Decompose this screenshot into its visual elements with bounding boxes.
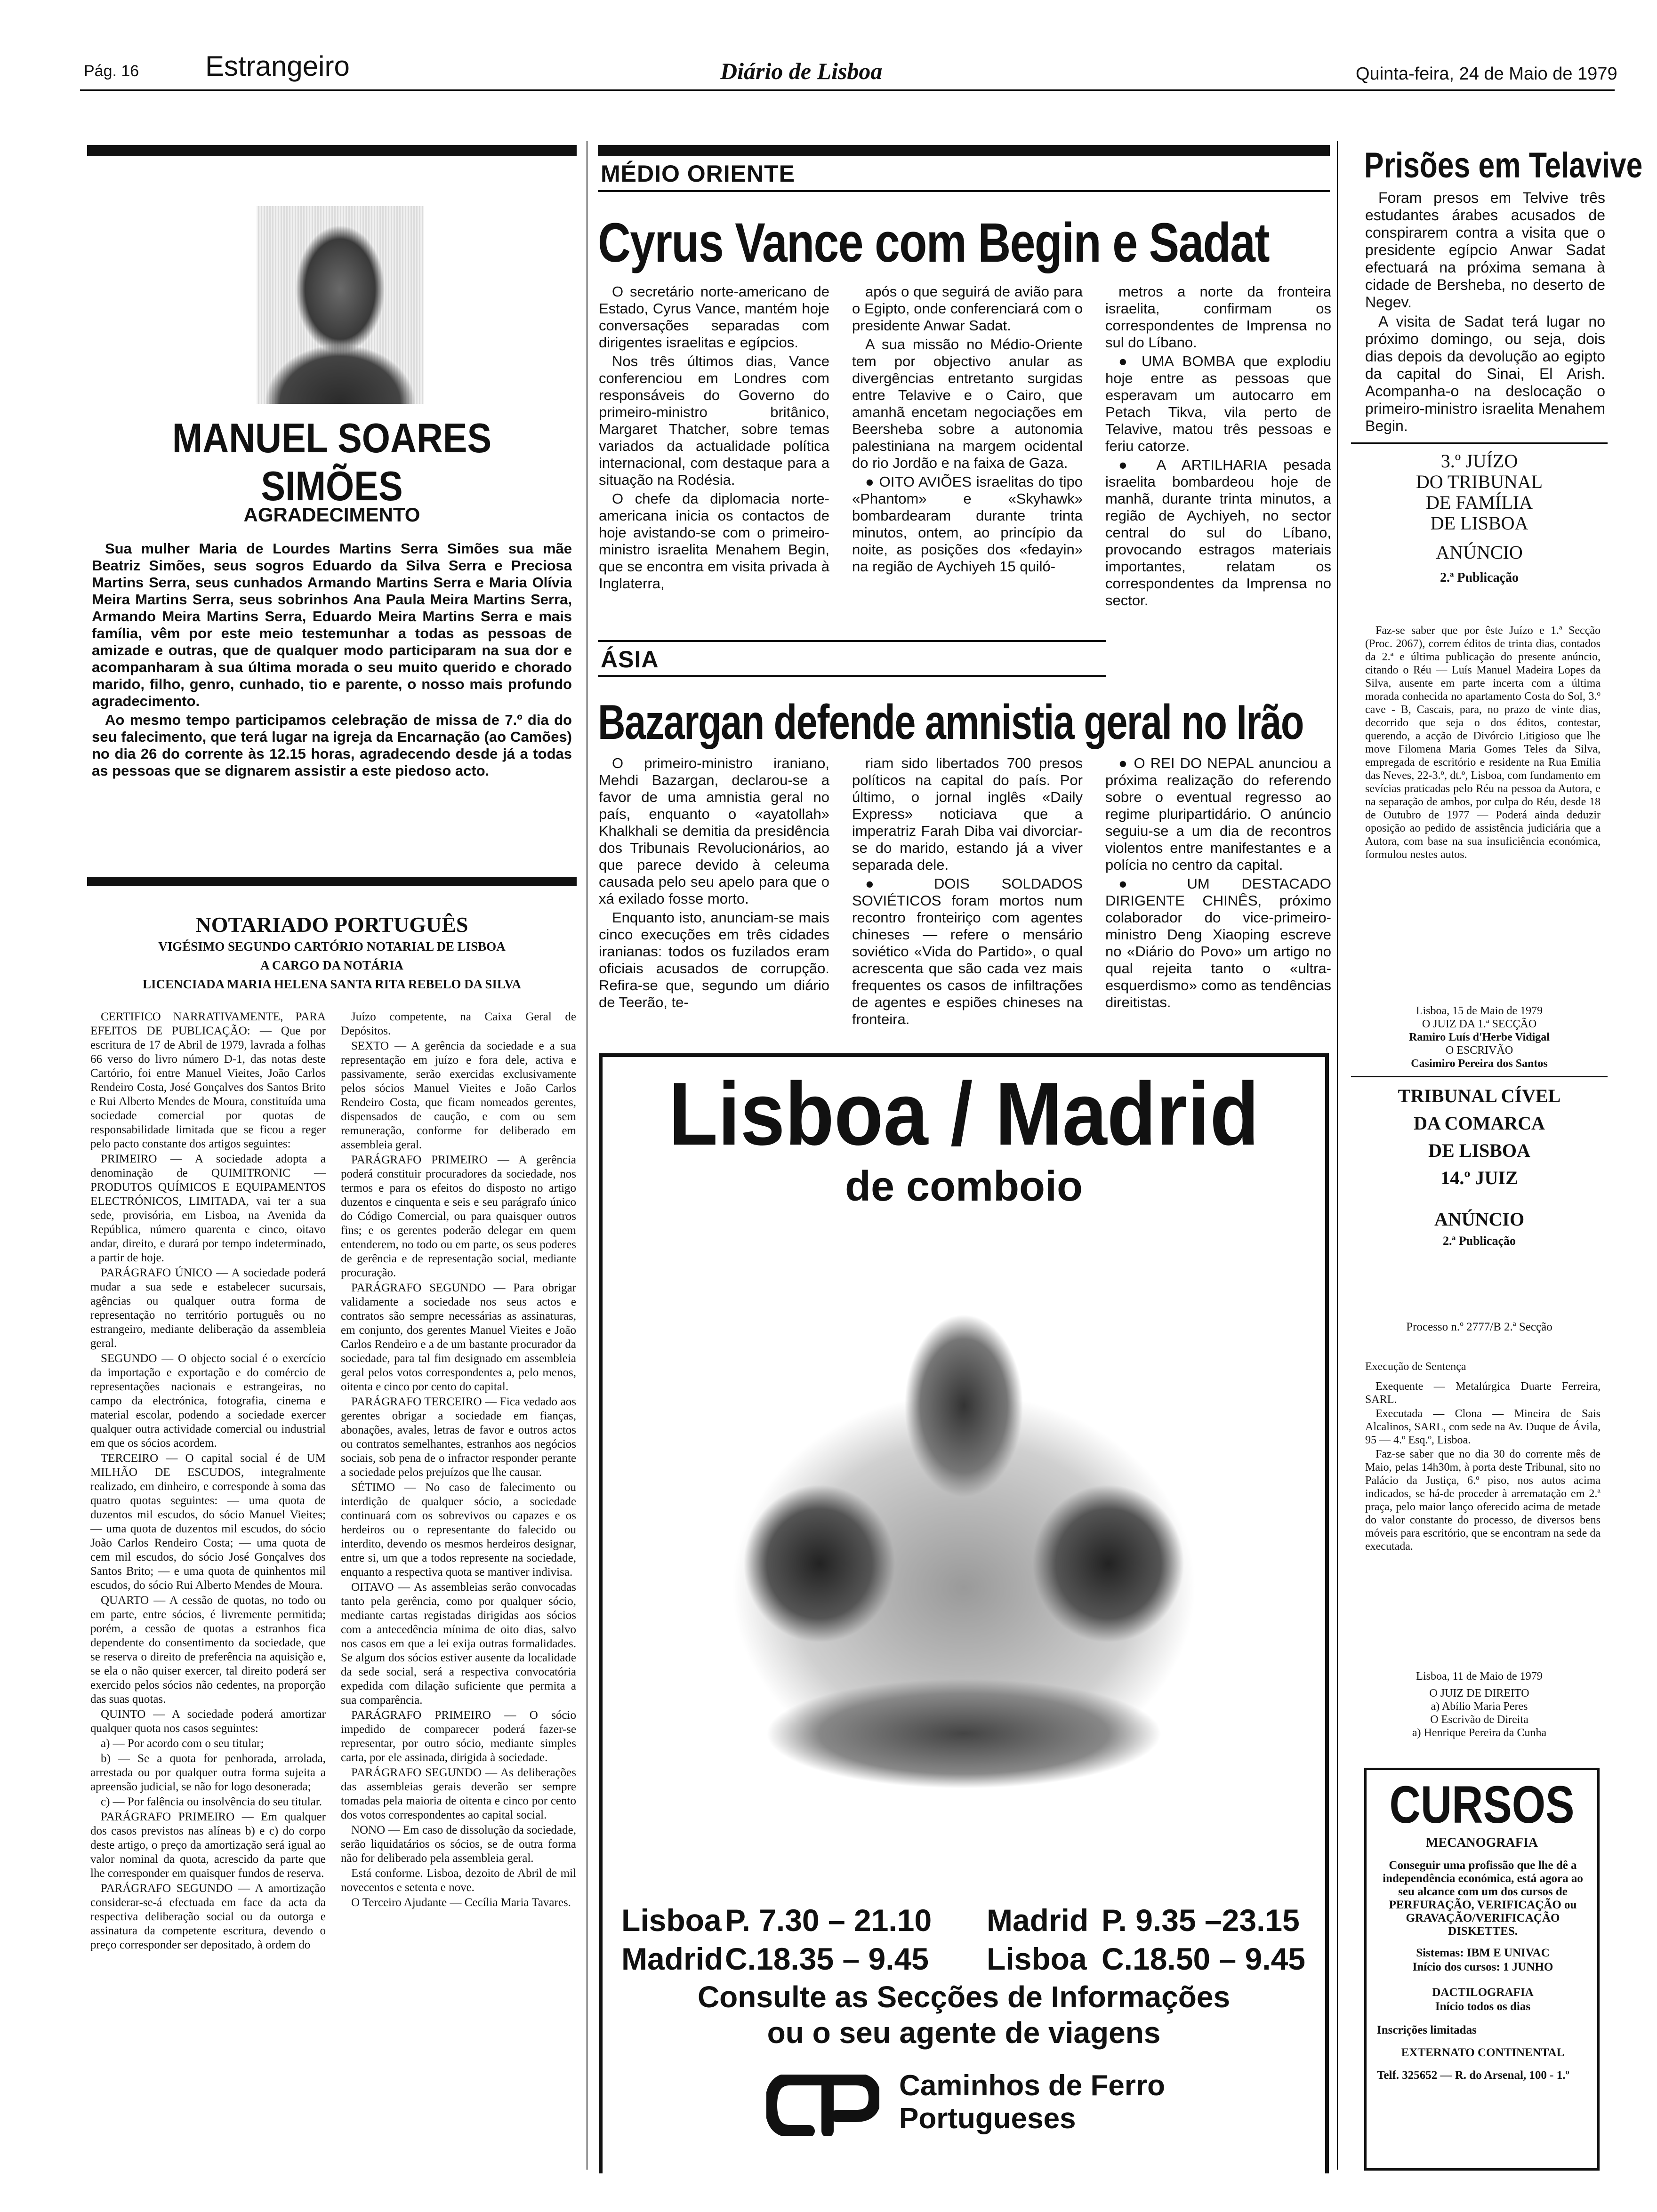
section-underline: [598, 190, 1330, 192]
court-notice-title: [1351, 1082, 1608, 1249]
section-underline: [598, 675, 1106, 677]
notary-paragraph: a) — Por acordo com o seu titular;: [101, 1737, 264, 1750]
ad-schedule-city: Lisboa: [987, 1941, 1087, 1976]
signature-line: Lisboa, 15 de Maio de 1979: [1416, 1005, 1543, 1017]
issue-date: Quinta-feira, 24 de Maio de 1979: [1356, 64, 1617, 84]
notary-paragraph: NONO — Em caso de dissolução da sociedade, serão liquidatários os sócios, se de outra forma não for deliberado pela assembleia geral.: [341, 1824, 576, 1865]
court-title-line: DE LISBOA: [1430, 513, 1528, 534]
notary-paragraph: PARÁGRAFO PRIMEIRO — O sócio impedido de comparecer poderá fazer-se representar, por outro sócio, mediante simples carta, por ele assinada, dirigida à sociedade.: [341, 1709, 576, 1764]
article-column: [599, 755, 829, 1061]
court-title-line: TRIBUNAL CÍVEL: [1398, 1085, 1561, 1106]
section-bar: [598, 145, 1330, 156]
notary-subtitle: VIGÉSIMO SEGUNDO CARTÓRIO NOTARIAL DE LISBOA: [158, 939, 506, 954]
ad-schedule-times: P. 9.35 –23.15: [1102, 1903, 1300, 1938]
court-title-line: ANÚNCIO: [1436, 542, 1523, 563]
notary-paragraph: QUARTO — A cessão de quotas, no todo ou em parte, entre sócios, é livremente permitida; porém, a cessão de quotas a estranhos fica dependente do consentimento da sociedade, que se reserva o direito de preferência na aquisição e, se ela o não quiser exercer, tal direito poderá ser exercido pelos sócios não cedentes, na proporção das suas quotas.: [90, 1594, 326, 1706]
notary-paragraph: Está conforme. Lisboa, dezoito de Abril de mil novecentos e setenta e nove.: [341, 1867, 576, 1894]
obituary-name: MANUEL SOARES SIMÕES: [172, 415, 492, 509]
court-signatures: [1351, 1670, 1608, 1739]
signature-line: O ESCRIVÃO: [1445, 1044, 1513, 1057]
court-paragraph: Faz-se saber que no dia 30 do corrente mês de Maio, pelas 14h30m, à porta deste Tribunal, sito no Palácio da Justiça, 6.º piso, nos autos acima indicados, se há-de proceder à arrematação em 2.ª praça, pelo maior lanço oferecido acima de metade do valor constante do processo, de diversos bens móveis para escritório, que se encontram na sede da executada.: [1365, 1448, 1601, 1553]
court-paragraph: Exequente — Metalúrgica Duarte Ferreira, SARL.: [1365, 1380, 1601, 1406]
article-prisoes: [1365, 189, 1605, 434]
article-paragraph: A sua missão no Médio-Oriente tem por objectivo anular as divergências entretanto surgidas entre Telavive e o Cairo, que amanhã encetam negociações em Beersheba sobre a autonomia palestiniana na margem ocidental do rio Jordão e na faixa de Gaza.: [852, 336, 1083, 471]
notary-paragraph: PARÁGRAFO ÚNICO — A sociedade poderá mudar a sua sede e estabelecer sucursais, agências ou qualquer outra forma de representação no território português ou no estrangeiro, mediante deliberação da assembleia geral.: [90, 1266, 326, 1350]
obituary-heading: AGRADECIMENTO: [243, 504, 420, 526]
article-paragraph: O primeiro-ministro iraniano, Mehdi Bazargan, declarou-se a favor de uma amnistia geral no país, enquanto o «ayatollah» Khalkhali se demitia da presidência dos Tribunais Revolucionários, ao que parece devido à celeuma causada pelo seu apelo para que o xá exilado fosse morto.: [599, 755, 829, 907]
signature-line: O JUIZ DE DIREITO: [1429, 1687, 1529, 1699]
article-paragraph: após o que seguirá de avião para o Egipto, onde conferenciará com o presidente Anwar Sadat.: [852, 283, 1083, 334]
cursos-paragraph: DACTILOGRAFIA: [1432, 1986, 1534, 1999]
notary-subtitle: LICENCIADA MARIA HELENA SANTA RITA REBELO DA SILVA: [143, 977, 521, 991]
notary-paragraph: c) — Por falência ou insolvência do seu titular.: [101, 1795, 322, 1808]
notary-paragraph: O Terceiro Ajudante — Cecília Maria Tavares.: [351, 1896, 571, 1909]
article-paragraph: Foram presos em Telvive três estudantes árabes acusados de conspirarem contra a visita que o presidente egípcio Anwar Sadat efectuará na próxima semana à cidade de Bersheba, no deserto de Negev.: [1365, 189, 1605, 311]
signature-line: a) Henrique Pereira da Cunha: [1412, 1727, 1547, 1739]
page-number: Pág. 16: [84, 62, 139, 80]
ad-schedule-times: P. 7.30 – 21.10: [725, 1903, 932, 1938]
notary-paragraph: QUINTO — A sociedade poderá amortizar qualquer quota nos casos seguintes:: [90, 1708, 326, 1735]
article-paragraph: Enquanto isto, anunciam-se mais cinco execuções em três cidades iranianas: todos os fuzilados eram oficiais acusados de corrupção. Refira-se que, segundo um diário de Teerão, te-: [599, 909, 829, 1010]
notary-subtitle: A CARGO DA NOTÁRIA: [260, 958, 403, 972]
court-title-line: 14.º JUIZ: [1440, 1167, 1518, 1188]
article-paragraph: ● UM DESTACADO DIRIGENTE CHINÊS, próximo colaborador do vice-primeiro-ministro Deng Xiaoping escreve no «Diário do Povo» um artigo no qual rejeita tanto o «ultra-esquerdismo» como as tendências direitistas.: [1105, 875, 1331, 1011]
cursos-body: [1377, 1859, 1589, 2170]
article-paragraph: metros a norte da fronteira israelita, confirmam os correspondentes de Imprensa no sul do Líbano.: [1105, 283, 1331, 351]
section-rule: [1351, 442, 1608, 444]
notary-paragraph: PRIMEIRO — A sociedade adopta a denominação de QUIMITRONIC — PRODUTOS QUÍMICOS E EQUIPAMENTOS ELECTRÓNICOS, LIMITADA, vai ter a sua sede, provisória, em Lisboa, na Avenida da República, número quarenta e cinco, oitavo andar, direito, e durará por tempo indeterminado, a partir de hoje.: [90, 1153, 326, 1264]
ad-schedule-city: Lisboa: [621, 1903, 722, 1938]
cursos-paragraph: Telf. 325652 — R. do Arsenal, 100 - 1.º: [1377, 2069, 1569, 2082]
ad-schedule-times: C.18.35 – 9.45: [725, 1941, 929, 1976]
notary-paragraph: CERTIFICO NARRATIVAMENTE, PARA EFEITOS DE PUBLICAÇÃO: — Que por escritura de 17 de Abril de 1979, lavrada a folhas 66 verso do livro número D-1, das notas deste Cartório, foi entre Manuel Vieites, João Carlos Rendeiro Costa, José Gonçalves dos Santos Brito e Rui Alberto Mendes de Moura, constituída uma sociedade comercial por quotas de responsabilidade limitada que se ficou a reger pelo pacto constante dos artigos seguintes:: [90, 1010, 326, 1150]
signature-line: O Escrivão de Direita: [1430, 1714, 1528, 1726]
publication-label: 2.ª Publicação: [1442, 1234, 1516, 1248]
notary-paragraph: b) — Se a quota for penhorada, arrolada, arrestada ou por qualquer outra forma sujeita a apreensão judicial, se não for logo desonerada;: [90, 1752, 326, 1793]
section-rule: [1351, 1076, 1608, 1077]
headline-vance: Cyrus Vance com Begin e Sadat: [598, 212, 1269, 274]
obituary-paragraph: Sua mulher Maria de Lourdes Martins Serra Simões sua mãe Beatriz Simões, seus sogros Eduardo da Silva Serra e Preciosa Martins Serra, seus cunhados Armando Martins Serra e Maria Olívia Meira Martins Serra, seus sobrinhos Ana Paula Meira Martins Serra, Armando Meira Martins Serra, Eduardo Meira Martins Serra e mais família, vêm por este meio testemunhar a todas as pessoas de amizade e outras, que de qualquer modo participaram na sua dor e acompanharam à sua última morada o seu muito querido e chorado marido, filho, genro, cunhado, tio e parente, o nosso mais profundo agradecimento.: [92, 540, 572, 709]
notary-column-1: [90, 1010, 326, 2172]
notary-paragraph: PARÁGRAFO PRIMEIRO — Em qualquer dos casos previstos nas alíneas b) e c) do corpo deste artigo, o preço da amortização será igual ao valor nominal da quota, acrescido da parte que lhe corresponder em quaisquer fundos de reserva.: [90, 1811, 326, 1880]
section-bar: [598, 640, 1106, 642]
court-signatures: [1351, 1004, 1608, 1070]
ad-subtitle: de comboio: [845, 1163, 1083, 1210]
article-paragraph: O secretário norte-americano de Estado, Cyrus Vance, mantém hoje conversações separadas com dirigentes israelitas e egípcios.: [599, 283, 829, 351]
cibeles-fountain-illustration: [635, 1224, 1292, 1831]
ad-brand: Caminhos de Ferro: [899, 2069, 1165, 2102]
notary-paragraph: TERCEIRO — O capital social é de UM MILHÃO DE ESCUDOS, integralmente realizado, em dinheiro, e corresponde à soma das quatro quotas seguintes: — uma quota de duzentos mil escudos, do sócio Manuel Vieites; — uma quota de duzentos mil escudos, do sócio João Carlos Rendeiro Costa; — uma quota de cem mil escudos, do sócio José Gonçalves dos Santos Brito; — e uma quota de quinhentos mil escudos, do sócio Rui Alberto Mendes de Moura.: [90, 1452, 326, 1592]
article-paragraph: O chefe da diplomacia norte-americana inicia os contactos de hoje avistando-se com o primeiro-ministro israelita Menahem Begin, que se encontra em visita privada à Inglaterra,: [599, 490, 829, 592]
publication-label: 2.ª Publicação: [1440, 570, 1519, 585]
signature-line: Ramiro Luís d'Herbe Vidigal: [1409, 1031, 1550, 1043]
section-name: Estrangeiro: [205, 50, 350, 82]
ad-call-to-action: ou o seu agente de viagens: [767, 2016, 1161, 2050]
article-paragraph: ● A ARTILHARIA pesada israelita bombardeou hoje de manhã, durante trinta minutos, a região de Aychiyeh, no sector central do sul do Líbano, provocando estragos materiais importantes, relatam os correspondentes da Imprensa no sector.: [1105, 457, 1331, 609]
court-paragraph: Faz-se saber que por êste Juízo e 1.ª Secção (Proc. 2067), correm éditos de trinta dias, contados da 2.ª e última publicação do presente anúncio, citando o Réu — Luís Manuel Madeira Lopes da Silva, ausente em parte incerta com a última morada conhecida no apartamento Costa do Sol, 3.º cave - B, Cascais, para, no prazo de vinte dias, decorrido que seja o dos éditos, contestar, querendo, a acção de Divórcio Litigioso que lhe move Filomena Maria Gomes Teles da Silva, empregada de escritório e residente na Rua Emília das Neves, 22-3.º, dt.º, Lisboa, com fundamento em sevícias praticadas pelo Réu na pessoa da Autora, e na separação de ambos, por culpa do Réu, desde 18 de Outubro de 1977 — Poderá ainda deduzir oposição ao pedido de assistência judiciária que a Autora, com base na sua insuficiência económica, formulou nestes autos.: [1365, 625, 1601, 861]
court-paragraph: Execução de Sentença: [1365, 1361, 1466, 1373]
obituary-text: [92, 540, 572, 842]
signature-line: Casimiro Pereira dos Santos: [1411, 1058, 1548, 1070]
notary-paragraph: PARÁGRAFO SEGUNDO — Para obrigar validamente a sociedade nos seus actos e contratos são sempre necessárias as assinaturas, em conjunto, dos gerentes Manuel Vieites e João Carlos Rendeiro e a de um bastante procurador da sociedade, para tal fim designado em assembleia geral pelos votos correspondentes a, pelo menos, oitenta e cinco por cento do capital.: [341, 1282, 576, 1393]
notary-paragraph: PARÁGRAFO SEGUNDO — As deliberações das assembleias gerais deverão ser sempre tomadas pela maioria de oitenta e cinco por cento dos votos correspondentes ao capital social.: [341, 1766, 576, 1821]
obituary-bottom-bar: [87, 877, 577, 886]
ad-schedule-city: Madrid: [621, 1941, 724, 1976]
notary-paragraph: SÉTIMO — No caso de falecimento ou interdição de qualquer sócio, a sociedade continuará com os sobrevivos ou capazes e os herdeiros ou o representante do falecido ou interdito, devendo os mesmos herdeiros designar, entre si, um que a todos represente na sociedade, enquanto a respectiva quota se mantiver indivisa.: [341, 1481, 576, 1579]
signature-line: O JUIZ DA 1.ª SECÇÃO: [1422, 1018, 1537, 1030]
court-notice-body: [1365, 1360, 1601, 1671]
court-title-line: DO TRIBUNAL: [1416, 471, 1543, 492]
ad-schedule-times: C.18.50 – 9.45: [1102, 1941, 1305, 1976]
column-divider: [1337, 141, 1338, 2170]
notary-paragraph: SEXTO — A gerência da sociedade e a sua representação em juízo e fora dele, activa e passivamente, serão exercidas exclusivamente pelos sócios Manuel Vieites e João Carlos Rendeiro Costa, que ficam nomeados gerentes, dispensados de caução, e com ou sem remuneração, conforme for deliberado em assembleia geral.: [341, 1040, 576, 1151]
article-column: [1105, 283, 1331, 622]
court-notice-body: [1365, 624, 1601, 986]
article-paragraph: ● DOIS SOLDADOS SOVIÉTICOS foram mortos num recontro fronteiriço com agentes chineses — refere o mensário soviético «Vida do Partido», o qual acrescenta que são cada vez mais frequentes os casos de infiltrações de agentes e espiões chineses na fronteira.: [852, 875, 1083, 1028]
notary-paragraph: PARÁGRAFO TERCEIRO — Fica vedado aos gerentes obrigar a sociedade em fianças, abonações, avales, letras de favor e outros actos ou contratos semelhantes, estranhos aos negócios sociais, sob pena de o infractor responder perante a sociedade pelos prejuízos que lhe causar.: [341, 1395, 576, 1479]
obituary-top-bar: [87, 145, 577, 156]
court-title-line: 3.º JUÍZO: [1440, 450, 1518, 472]
notary-paragraph: PARÁGRAFO PRIMEIRO — A gerência poderá constituir procuradores da sociedade, nos termos e para os efeitos do disposto no artigo duzentos e cinquenta e seis e seu parágrafo único do Código Comercial, ou para quaisquer outros fins; e os gerentes poderão delegar em quem entenderem, no todo ou em parte, os seus poderes de gerência e de representação social, mediante procuração.: [341, 1154, 576, 1279]
cursos-paragraph: Sistemas: IBM E UNIVAC: [1416, 1947, 1550, 1959]
cursos-paragraph: Inscrições limitadas: [1377, 2024, 1477, 2036]
article-paragraph: ● OITO AVIÕES israelitas do tipo «Phantom» e «Skyhawk» bombardearam durante trinta minutos, ontem, ao princípio da noite, as posições dos «fedayin» na região de Aychiyeh 15 quiló-: [852, 473, 1083, 575]
notary-title: NOTARIADO PORTUGUÊS: [195, 913, 468, 937]
court-title-line: DE LISBOA: [1428, 1140, 1530, 1161]
article-column: [599, 283, 829, 613]
article-paragraph: Nos três últimos dias, Vance conferenciou em Londres com responsáveis do Governo do primeiro-ministro britânico, Margaret Thatcher, sobre temas variados da actualidade política internacional, com destaque para a situação na Rodésia.: [599, 353, 829, 488]
notary-paragraph: SEGUNDO — O objecto social é o exercício da importação e exportação e do comércio de representações nacionais e estrangeiras, no campo da electrónica, fotografia, cinema e material escolar, podendo a sociedade exercer qualquer outra actividade comercial ou industrial em que os sócios acordem.: [90, 1352, 326, 1450]
court-title-line: DE FAMÍLIA: [1425, 492, 1533, 513]
cursos-paragraph: EXTERNATO CONTINENTAL: [1401, 2046, 1565, 2059]
obituary-paragraph: Ao mesmo tempo participamos celebração de missa de 7.º dia do seu falecimento, que terá lugar na igreja da Encarnação (ao Camões) no dia 26 do corrente às 12.15 horas, agradecendo desde já a todas as pessoas que se dignarem assistir a este piedoso acto.: [92, 712, 572, 779]
cursos-paragraph: Início todos os dias: [1435, 2000, 1531, 2013]
cursos-paragraph: Conseguir uma profissão que lhe dê a independência económica, está agora ao seu alcance com um dos cursos de PERFURAÇÃO, VERIFICAÇÃO ou GRAVAÇÃO/VERIFICAÇÃO DISKETTES.: [1383, 1859, 1583, 1938]
cursos-title: CURSOS: [1389, 1775, 1575, 1834]
article-paragraph: ● UMA BOMBA que explodiu hoje entre as pessoas que esperavam um autocarro em Petach Tikva, vila perto de Telavive, matou três pessoas e feriu catorze.: [1105, 353, 1331, 455]
masthead: Diário de Lisboa: [720, 58, 883, 84]
article-paragraph: A visita de Sadat terá lugar no próximo domingo, ou seja, dois dias depois da devolução ao egipto da capital do Sinai, El Arish. Acompanha-o na deslocação o primeiro-ministro israelita Menahem Begin.: [1365, 313, 1605, 434]
court-notice-title: [1351, 451, 1608, 588]
section-label-middle-east: MÉDIO ORIENTE: [601, 160, 796, 187]
notary-paragraph: PARÁGRAFO SEGUNDO — A amortização considerar-se-á efectuada em face da acta da respectiva deliberação social ou da outorga e assinatura da competente escritura, devendo o preço corresponder ser depositado, à ordem do: [90, 1882, 326, 1951]
notary-paragraph: OITAVO — As assembleias serão convocadas tanto pela gerência, como por qualquer sócio, mediante cartas registadas dirigidas aos sócios com a antecedência mínima de oito dias, salvo nos casos em que a lei exija outras formalidades. Se algum dos sócios estiver ausente da localidade da sede social, será a respectiva convocatória expedida com dilação suficiente que permita a sua comparência.: [341, 1581, 576, 1707]
notary-paragraph: Juízo competente, na Caixa Geral de Depósitos.: [341, 1010, 576, 1037]
cursos-subtitle: MECANOGRAFIA: [1426, 1835, 1538, 1850]
court-paragraph: Executada — Clona — Mineira de Sais Alcalinos, SARL, com sede na Av. Duque de Ávila, 95 — 4.º Esq.º, Lisboa.: [1365, 1408, 1601, 1446]
article-column: [852, 283, 1083, 613]
signature-line: Lisboa, 11 de Maio de 1979: [1416, 1670, 1543, 1683]
article-paragraph: riam sido libertados 700 presos políticos na capital do país. Por último, o jornal inglês «Daily Express» noticiava que a imperatriz Farah Diba vai divorciar-se do marido, estando já a viver separada dele.: [852, 755, 1083, 873]
ad-title: Lisboa / Madrid: [668, 1064, 1259, 1164]
ad-brand: Portugueses: [899, 2102, 1076, 2135]
court-title-line: DA COMARCA: [1414, 1113, 1545, 1134]
article-column: [1105, 755, 1331, 1061]
article-column: [852, 755, 1083, 1061]
header-rule: [80, 89, 1615, 91]
ad-call-to-action: Consulte as Secções de Informações: [697, 1980, 1231, 2014]
headline-bazargan: Bazargan defende amnistia geral no Irão: [598, 695, 1303, 750]
ad-schedule-city: Madrid: [987, 1903, 1089, 1938]
court-title-line: ANÚNCIO: [1434, 1209, 1525, 1230]
signature-line: a) Abílio Maria Peres: [1431, 1700, 1528, 1713]
cursos-paragraph: Início dos cursos: 1 JUNHO: [1412, 1961, 1553, 1973]
headline-prisoes: Prisões em Telavive: [1364, 145, 1643, 185]
process-number: Processo n.º 2777/B 2.ª Secção: [1406, 1321, 1552, 1333]
article-paragraph: ● O REI DO NEPAL anunciou a próxima realização do referendo sobre o eventual regresso ao regime pluripartidário. O anúncio seguiu-se a um dia de recontros violentos entre manifestantes e a polícia no centro da capital.: [1105, 755, 1331, 874]
section-label-asia: ÁSIA: [601, 646, 659, 673]
notary-column-2: [341, 1010, 576, 2172]
portrait-photo: [257, 206, 424, 404]
cp-logo-icon: [766, 2075, 879, 2136]
